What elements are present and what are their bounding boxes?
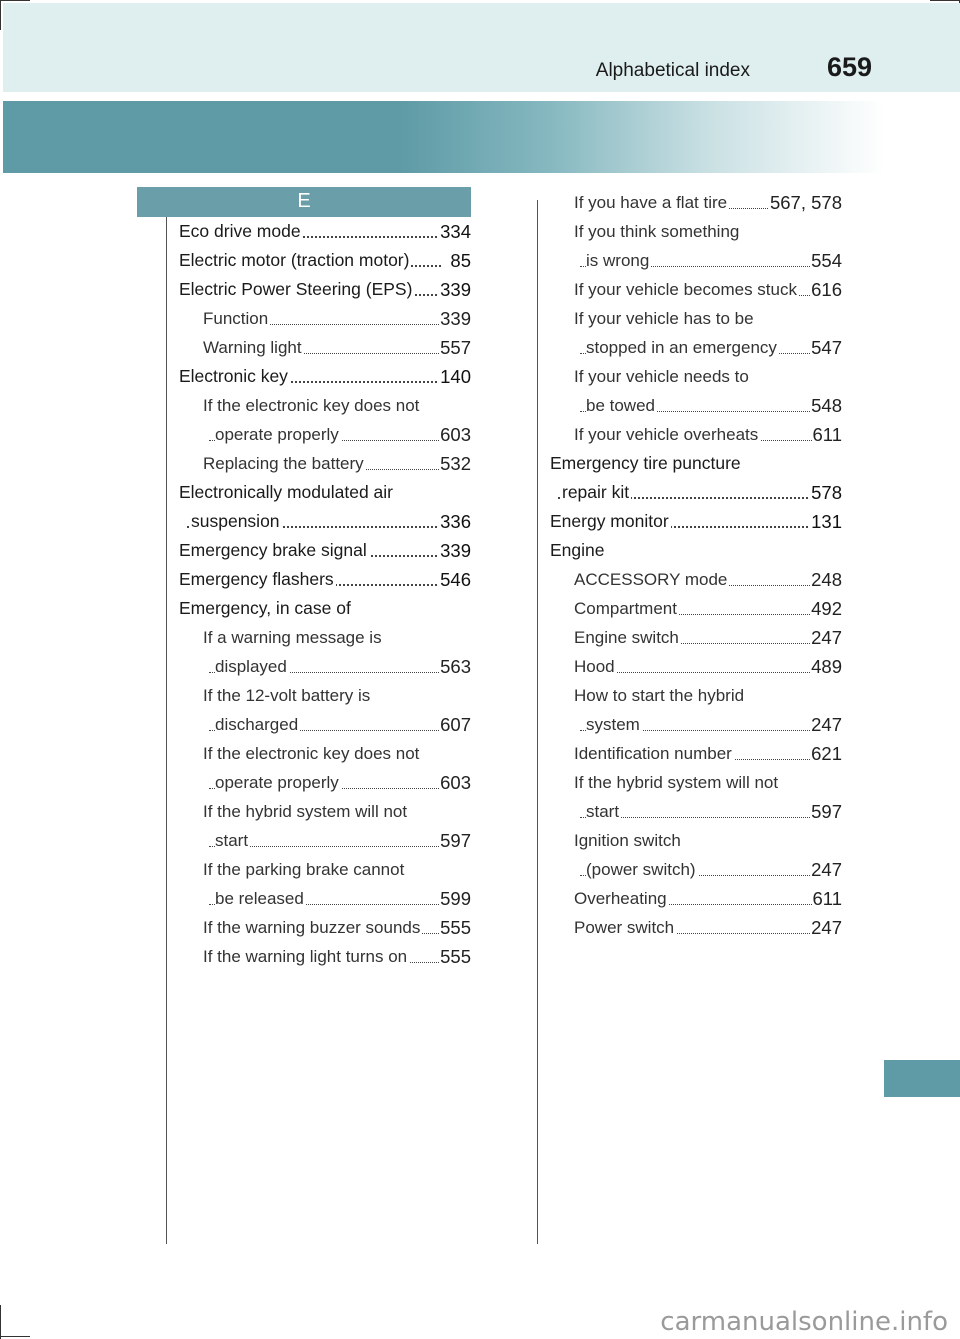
index-entry-label: Emergency brake signal	[179, 536, 369, 565]
page-title: Alphabetical index	[595, 60, 750, 81]
index-entry	[550, 826, 842, 855]
index-entry	[550, 246, 842, 275]
index-entry-page: 563	[439, 652, 471, 681]
index-entry-label: Overheating	[574, 884, 669, 913]
index-entry	[550, 913, 842, 942]
index-entry-label: ACCESSORY mode	[574, 565, 729, 594]
index-entry-page: 336	[439, 507, 471, 536]
index-entry	[179, 536, 471, 565]
index-entry-label: discharged	[215, 710, 300, 739]
index-entry-label: If the parking brake cannot	[203, 855, 406, 884]
index-entry	[179, 362, 471, 391]
index-entry-label: Identification number	[574, 739, 734, 768]
index-entry	[179, 420, 471, 449]
index-entry-label: Ignition switch	[574, 826, 683, 855]
index-entry	[179, 594, 471, 623]
index-entry-label: Compartment	[574, 594, 679, 623]
index-entry-label: be released	[215, 884, 306, 913]
index-entry-page: 599	[439, 884, 471, 913]
left-index-column	[179, 217, 471, 971]
index-entry	[179, 333, 471, 362]
index-entry-label: start	[586, 797, 621, 826]
index-entry	[179, 652, 471, 681]
index-entry-page: 616	[810, 275, 842, 304]
index-entry	[550, 623, 842, 652]
crop-mark	[0, 1336, 30, 1337]
index-entry-page: 603	[439, 768, 471, 797]
index-entry-label: start	[215, 826, 250, 855]
index-entry	[550, 652, 842, 681]
index-entry-label: If the warning light turns on	[203, 942, 409, 971]
index-entry-page: 532	[439, 449, 471, 478]
index-entry-label: stopped in an emergency	[586, 333, 779, 362]
index-entry	[550, 333, 842, 362]
index-entry	[179, 942, 471, 971]
index-entry-label: Emergency, in case of	[179, 594, 353, 623]
index-entry-label: If a warning message is	[203, 623, 384, 652]
index-entry-label: Replacing the battery	[203, 449, 366, 478]
index-entry	[179, 391, 471, 420]
index-entry-label: (power switch)	[586, 855, 698, 884]
index-entry	[179, 768, 471, 797]
crop-mark	[0, 0, 1, 30]
index-entry-page: 578	[810, 478, 842, 507]
index-entry	[179, 710, 471, 739]
index-entry-page: 131	[810, 507, 842, 536]
index-entry	[179, 623, 471, 652]
index-entry-label: suspension	[191, 507, 282, 536]
index-entry	[179, 565, 471, 594]
index-entry	[179, 217, 471, 246]
index-entry-page: 247	[810, 913, 842, 942]
index-entry-label: displayed	[215, 652, 289, 681]
index-entry-label: If the electronic key does not	[203, 739, 421, 768]
index-entry-page: 597	[810, 797, 842, 826]
index-entry-label: Engine	[550, 536, 607, 565]
index-entry-label: If the hybrid system will not	[203, 797, 409, 826]
index-entry-page: 339	[439, 304, 471, 333]
index-entry-label: If your vehicle becomes stuck	[574, 275, 799, 304]
index-entry	[550, 391, 842, 420]
index-entry-label: system	[586, 710, 642, 739]
index-entry-label: If the electronic key does not	[203, 391, 421, 420]
index-entry-page: 554	[810, 246, 842, 275]
index-entry-label: Hood	[574, 652, 617, 681]
index-entry	[550, 565, 842, 594]
index-entry	[179, 913, 471, 942]
index-entry	[550, 855, 842, 884]
index-entry-label: Function	[203, 304, 270, 333]
index-entry	[550, 304, 842, 333]
crop-mark	[930, 0, 960, 1]
index-entry-label: operate properly	[215, 420, 341, 449]
index-entry	[179, 797, 471, 826]
index-entry-label: operate properly	[215, 768, 341, 797]
index-entry-label: Emergency flashers	[179, 565, 336, 594]
index-entry	[550, 797, 842, 826]
index-entry	[179, 449, 471, 478]
index-entry	[550, 217, 842, 246]
index-entry-page: 140	[439, 362, 471, 391]
index-entry	[550, 536, 842, 565]
index-entry-label: If you have a flat tire	[574, 188, 729, 217]
index-entry-page: 248	[810, 565, 842, 594]
column-divider-right	[537, 200, 538, 1244]
index-entry-label: Electric Power Steering (EPS)	[179, 275, 414, 304]
page-number: 659	[826, 52, 872, 82]
index-entry-label: Electric motor (traction motor)	[179, 246, 411, 275]
index-entry-page: 555	[439, 942, 471, 971]
index-entry	[179, 478, 471, 507]
crop-mark	[0, 0, 30, 1]
index-entry-page: 334	[439, 217, 471, 246]
index-entry-page: 597	[439, 826, 471, 855]
index-entry-label: Emergency tire puncture	[550, 449, 743, 478]
index-entry	[179, 739, 471, 768]
index-entry-page: 603	[439, 420, 471, 449]
index-entry-label: If the 12-volt battery is	[203, 681, 372, 710]
column-divider-left	[166, 217, 167, 1244]
crop-mark	[0, 1305, 1, 1339]
index-entry-page: 546	[439, 565, 471, 594]
chapter-band	[3, 101, 885, 173]
index-entry-label: If the warning buzzer sounds	[203, 913, 422, 942]
index-entry-page: 621	[810, 739, 842, 768]
section-letter-bar: E	[137, 187, 471, 217]
index-entry	[550, 768, 842, 797]
index-entry-label: is wrong	[586, 246, 651, 275]
index-entry	[179, 304, 471, 333]
right-index-column	[550, 188, 842, 942]
index-entry	[550, 594, 842, 623]
index-entry	[550, 362, 842, 391]
index-entry-page: 555	[439, 913, 471, 942]
index-entry-page: 489	[810, 652, 842, 681]
index-entry-page: 611	[812, 884, 843, 913]
index-entry	[179, 275, 471, 304]
index-entry-page: 339	[439, 536, 471, 565]
index-entry-page: 567, 578	[769, 188, 842, 217]
index-entry-page: 247	[810, 623, 842, 652]
index-entry	[550, 507, 842, 536]
index-entry-label: Warning light	[203, 333, 304, 362]
index-entry-label: If your vehicle needs to	[574, 362, 751, 391]
chapter-side-tab	[884, 1060, 960, 1097]
index-entry-page: 339	[439, 275, 471, 304]
header-band	[3, 3, 960, 92]
index-entry	[550, 478, 842, 507]
index-entry-page: 547	[810, 333, 842, 362]
index-entry-page: 607	[439, 710, 471, 739]
index-entry-label: If you think something	[574, 217, 741, 246]
index-entry	[179, 826, 471, 855]
index-entry-page: 492	[810, 594, 842, 623]
index-entry-label: Eco drive mode	[179, 217, 303, 246]
index-entry	[179, 507, 471, 536]
index-entry-page: 548	[810, 391, 842, 420]
index-entry-label: Electronically modulated air	[179, 478, 395, 507]
index-entry	[550, 884, 842, 913]
watermark: carmanualsonline.info	[660, 1307, 948, 1337]
index-entry	[179, 681, 471, 710]
index-entry-label: Energy monitor	[550, 507, 671, 536]
index-entry-label: Electronic key	[179, 362, 290, 391]
index-entry-label: If your vehicle overheats	[574, 420, 760, 449]
index-entry-label: How to start the hybrid	[574, 681, 746, 710]
index-entry	[179, 884, 471, 913]
index-entry-label: If the hybrid system will not	[574, 768, 780, 797]
index-entry-page: 557	[439, 333, 471, 362]
index-entry-label: If your vehicle has to be	[574, 304, 756, 333]
index-entry	[550, 420, 842, 449]
index-entry	[179, 246, 471, 275]
index-entry-page: 611	[812, 420, 843, 449]
index-entry	[550, 739, 842, 768]
index-entry-page: 85	[449, 246, 471, 275]
index-entry-page: 247	[810, 710, 842, 739]
index-entry	[550, 275, 842, 304]
index-entry	[550, 710, 842, 739]
index-entry-label: Engine switch	[574, 623, 681, 652]
index-entry-label: repair kit	[562, 478, 631, 507]
index-entry	[550, 449, 842, 478]
index-entry-label: Power switch	[574, 913, 676, 942]
index-entry	[550, 188, 842, 217]
index-entry-page: 247	[810, 855, 842, 884]
index-entry	[179, 855, 471, 884]
index-entry-label: be towed	[586, 391, 657, 420]
index-entry	[550, 681, 842, 710]
